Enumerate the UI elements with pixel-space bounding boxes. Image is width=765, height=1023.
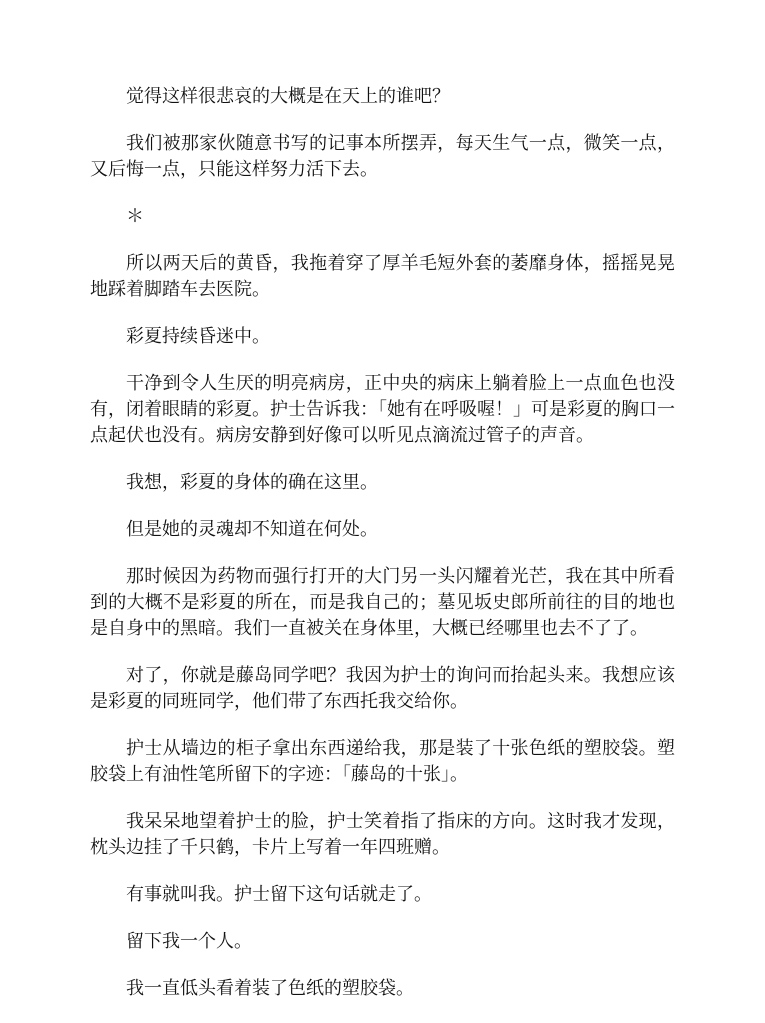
paragraph: 所以两天后的黄昏，我拖着穿了厚羊毛短外套的萎靡身体，摇摇晃晃地踩着脚踏车去医院。 [90, 253, 675, 300]
paragraph: 对了，你就是藤岛同学吧？我因为护士的询问而抬起头来。我想应该是彩夏的同班同学，他们带了东西托我交给你。 [90, 665, 675, 712]
paragraph: 但是她的灵魂却不知道在何处。 [126, 519, 378, 540]
paragraph: 有事就叫我。护士留下这句话就走了。 [126, 884, 432, 905]
paragraph: 我想，彩夏的身体的确在这里。 [126, 472, 378, 493]
section-break: ＊ [126, 206, 144, 227]
paragraph: 留下我一个人。 [126, 931, 252, 952]
paragraph: 我们被那家伙随意书写的记事本所摆弄，每天生气一点，微笑一点，又后悔一点，只能这样努力活下去。 [90, 133, 675, 180]
paragraph: 彩夏持续昏迷中。 [126, 326, 270, 347]
paragraph: 我一直低头看着装了色纸的塑胶袋。 [126, 978, 414, 999]
body-text [90, 84, 675, 1023]
paragraph: 我呆呆地望着护士的脸，护士笑着指了指床的方向。这时我才发现，枕头边挂了千只鹤，卡片上写着一年四班赠。 [90, 811, 675, 858]
paragraph: 那时候因为药物而强行打开的大门另一头闪耀着光芒，我在其中所看到的大概不是彩夏的所在，而是我自己的；墓见坂史郎所前往的目的地也是自身中的黑暗。我们一直被关在身体里，大概已经哪里也去不了了。 [90, 566, 675, 639]
paragraph: 护士从墙边的柜子拿出东西递给我，那是装了十张色纸的塑胶袋。塑胶袋上有油性笔所留下的字迹：「藤岛的十张」。 [90, 738, 675, 785]
paragraph: 觉得这样很悲哀的大概是在天上的谁吧？ [126, 86, 450, 107]
paragraph: 干净到令人生厌的明亮病房，正中央的病床上躺着脸上一点血色也没有，闭着眼睛的彩夏。护士告诉我：「她有在呼吸喔！」可是彩夏的胸口一点起伏也没有。病房安静到好像可以听见点滴流过管子的声音。 [90, 373, 675, 446]
